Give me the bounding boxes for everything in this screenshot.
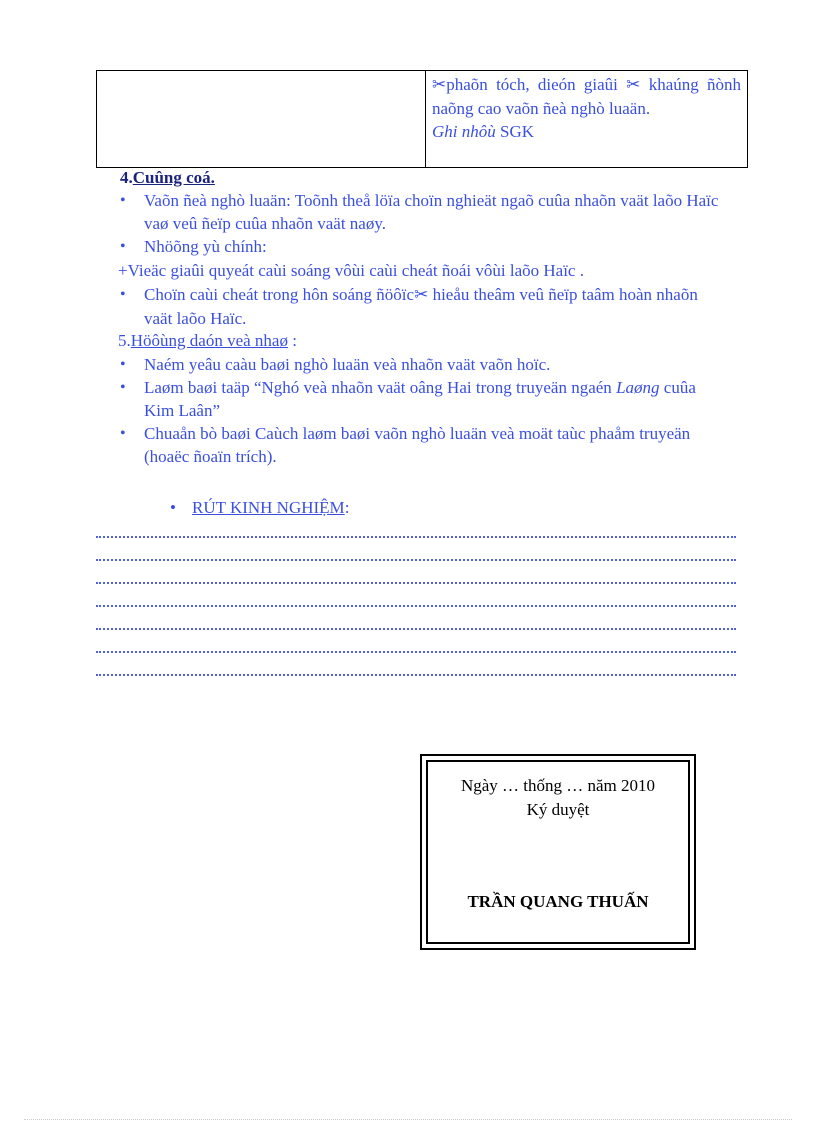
page-bottom-border (24, 1119, 792, 1120)
list-item-text: Choïn caùi cheát trong hôn soáng ñöôïc (144, 285, 415, 304)
table-row (97, 71, 748, 168)
list-item-text: hieåu theâm veû ñeïp taâm hoàn nhaõn vaät laõo Haïc. (144, 285, 698, 328)
rut-kinh-nghiem-heading (170, 496, 349, 519)
lesson-table (96, 70, 748, 168)
list-item (114, 283, 724, 330)
scissors-icon: ✂ (432, 75, 447, 95)
section-4-list-2 (114, 283, 724, 330)
dotted-line (96, 649, 736, 653)
section-5-heading (118, 329, 297, 352)
rkn-label: RÚT KINH NGHIỆM (192, 498, 345, 517)
bullet-icon: • (170, 498, 176, 517)
rkn-colon: : (344, 498, 350, 517)
list-item-text: cuûa Kim Laân” (144, 378, 696, 420)
cell-line-3 (432, 120, 741, 143)
list-item-text: Naém yeâu caàu baøi nghò luaän veà nhaõn vaät vaõn hoïc. (144, 355, 551, 374)
table-cell-right (426, 71, 748, 168)
dotted-line (96, 672, 736, 676)
plus-line: +Vieäc giaûi quyeát caùi soáng vôùi caùi cheát ñoái vôùi laõo Haïc . (118, 261, 584, 280)
cell-line-1 (432, 73, 741, 120)
table-cell-left (97, 71, 426, 168)
section-5-list (114, 353, 724, 468)
section-title: Höôùng daón veà nhaø (130, 331, 288, 350)
cell-text: phaõn tóch, dieón giaûi (446, 75, 618, 94)
section-number: 4. (120, 168, 133, 187)
list-item-text: Laøm baøi taäp “Nghó veà nhaõn vaät oâng Hai trong truyeän ngaén (144, 378, 617, 397)
list-item (114, 353, 724, 376)
scissors-icon: ✂ (626, 75, 641, 95)
list-item-text: Nhöõng yù chính: (144, 237, 267, 256)
signature-approve: Ký duyệt (526, 800, 590, 819)
signature-box (420, 754, 696, 950)
dotted-line (96, 603, 736, 607)
scissors-icon: ✂ (414, 285, 429, 305)
list-item (114, 189, 724, 235)
cell-text: ñònh naõng cao vaõn ñeà nghò luaän. (432, 75, 742, 118)
list-item (114, 422, 724, 468)
list-item-text: Vaõn ñeà nghò luaän: Toõnh theå löïa choïn nghieät ngaõ cuûa nhaõn vaät laõo Haïc vaø veû ñeïp cuûa nhaõn vaät naøy. (144, 191, 719, 233)
list-item-italic: Laøng (616, 378, 660, 397)
section-4-heading (120, 166, 215, 189)
cell-text: SGK (495, 122, 535, 141)
dotted-line (96, 557, 736, 561)
signature-date: Ngày … thống … năm 2010 (460, 776, 656, 795)
signature-inner-frame (426, 760, 690, 944)
dotted-line (96, 580, 736, 584)
section-suffix: : (287, 331, 297, 350)
dotted-line (96, 626, 736, 630)
section-number: 5. (118, 331, 131, 350)
section-title: Cuûng coá. (132, 168, 215, 187)
cell-text-italic: Ghi nhôù (432, 122, 496, 141)
signature-name: TRẦN QUANG THUẤN (467, 892, 649, 911)
list-item (114, 235, 724, 258)
dotted-line (96, 534, 736, 538)
list-item (114, 376, 724, 422)
list-item-text: Chuaån bò baøi Caùch laøm baøi vaõn nghò luaän veà moät taùc phaåm truyeän (hoaëc ñoaïn trích). (144, 424, 691, 466)
cell-text: khaúng (648, 75, 699, 94)
section-4-list (114, 189, 724, 258)
